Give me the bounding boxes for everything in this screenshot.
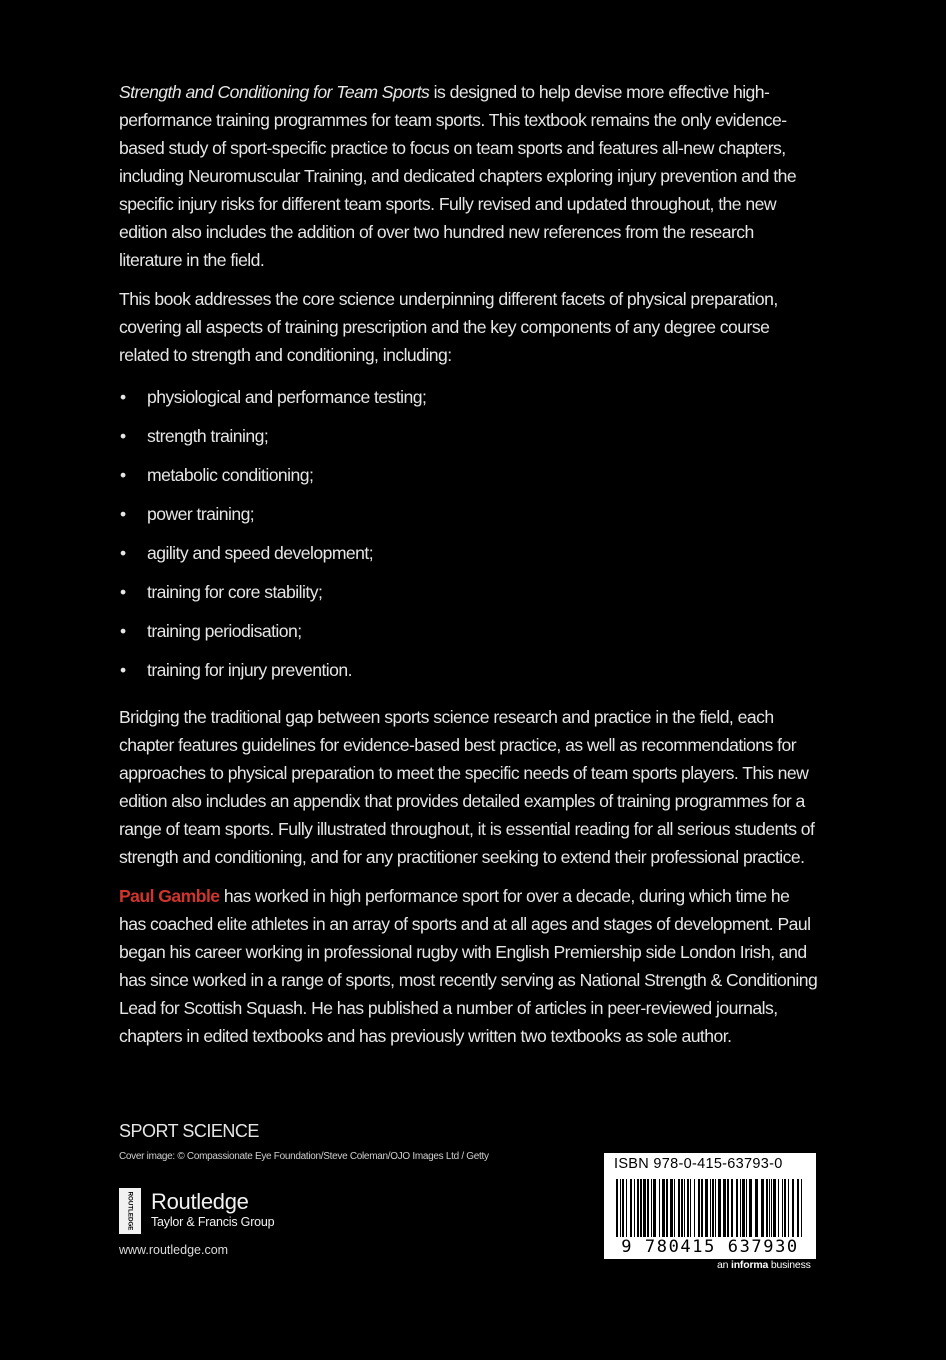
- barcode-bar: [797, 1179, 799, 1237]
- author-name: Paul Gamble: [119, 886, 220, 906]
- barcode-bar: [769, 1179, 770, 1237]
- barcode-bar: [740, 1179, 741, 1237]
- bullet-icon: •: [120, 621, 126, 641]
- barcode-bar: [746, 1179, 747, 1237]
- publisher-name: Routledge: [151, 1189, 249, 1214]
- barcode-bar: [662, 1179, 665, 1237]
- intro-paragraph: [119, 78, 819, 274]
- barcode-bar: [742, 1179, 745, 1237]
- list-item-text: training for injury prevention.: [147, 660, 352, 680]
- category-label: SPORT SCIENCE: [119, 1121, 259, 1141]
- barcode-bar: [659, 1179, 660, 1237]
- barcode-bar: [727, 1179, 729, 1237]
- informa-tagline: [717, 1259, 811, 1271]
- barcode-bar: [640, 1179, 642, 1237]
- barcode-bar: [788, 1179, 789, 1237]
- list-item-text: training for core stability;: [147, 582, 323, 602]
- publisher-wordmark: [151, 1190, 274, 1230]
- barcode-number: 9 780415 637930: [604, 1237, 816, 1257]
- barcode-bar: [634, 1179, 635, 1237]
- barcode-bar: [723, 1179, 726, 1237]
- cover-credit: Cover image: © Compassionate Eye Foundation/Steve Coleman/OJO Images Ltd / Getty: [119, 1151, 489, 1162]
- barcode-bar: [684, 1179, 685, 1237]
- barcode-bar: [766, 1179, 768, 1237]
- barcode-bar: [784, 1179, 786, 1237]
- bullet-icon: •: [120, 465, 126, 485]
- routledge-mark-icon: [119, 1188, 141, 1234]
- back-cover-text: [119, 78, 819, 1061]
- publisher-website: www.routledge.com: [119, 1243, 229, 1257]
- bullet-icon: •: [120, 387, 126, 407]
- publisher-group: Taylor & Francis Group: [151, 1215, 275, 1229]
- barcode-bar: [666, 1179, 668, 1237]
- barcode-bar: [731, 1179, 733, 1237]
- informa-suffix: business: [768, 1259, 811, 1271]
- list-item: [119, 653, 819, 692]
- barcode-bar: [698, 1179, 700, 1237]
- topic-list: [119, 380, 819, 692]
- list-item: [119, 458, 819, 497]
- barcode-bar: [651, 1179, 652, 1237]
- list-item: [119, 497, 819, 536]
- barcode-bar: [687, 1179, 689, 1237]
- list-item: [119, 614, 819, 653]
- barcode-bar: [626, 1179, 627, 1237]
- barcode-bar: [761, 1179, 764, 1237]
- barcode-bar: [690, 1179, 691, 1237]
- barcode-bar: [736, 1179, 738, 1237]
- barcode-bar: [755, 1179, 758, 1237]
- bullet-icon: •: [120, 543, 126, 563]
- list-item-text: power training;: [147, 504, 255, 524]
- practice-paragraph: Bridging the traditional gap between sports science research and practice in the field, each chapter features guidelines for evidence-based best practice, as well as recommendations for approaches to physical preparation to meet the specific needs of team sports players. This new edition also includes an appendix that provides detailed examples of training programmes for a range of team sports. Fully illustrated throughout, it is essential reading for all serious students of strength and conditioning, and for any practitioner seeking to extend their professional practice.: [119, 707, 815, 867]
- barcode-bar: [694, 1179, 695, 1237]
- list-item-text: agility and speed development;: [147, 543, 374, 563]
- barcode-bar: [647, 1179, 649, 1237]
- barcode-bar: [782, 1179, 783, 1237]
- list-item: [119, 536, 819, 575]
- intro-text: is designed to help devise more effective high-performance training programmes for team sports. This textbook remains the only evidence-based study of sport-specific practice to focus on team sports and features all-new chapters, including Neuromuscular Training, and dedicated chapters exploring injury prevention and the specific injury risks for different team sports. Fully revised and updated throughout, the new edition also includes the addition of over two hundred new references from the research literature in the field.: [119, 82, 797, 270]
- isbn-label: ISBN 978-0-415-63793-0: [614, 1156, 783, 1172]
- barcode-bar: [637, 1179, 639, 1237]
- bullet-icon: •: [120, 504, 126, 524]
- list-item: [119, 575, 819, 614]
- barcode-bar: [705, 1179, 708, 1237]
- list-item: [119, 419, 819, 458]
- bullet-icon: •: [120, 660, 126, 680]
- barcode-bar: [778, 1179, 779, 1237]
- barcode-bar: [792, 1179, 794, 1237]
- barcode-bar: [681, 1179, 683, 1237]
- list-item-text: training periodisation;: [147, 621, 302, 641]
- barcode-bar: [630, 1179, 632, 1237]
- barcode-bar: [773, 1179, 776, 1237]
- publisher-logo: [119, 1188, 274, 1236]
- author-paragraph: [119, 882, 819, 1050]
- barcode-bar: [670, 1179, 673, 1237]
- barcode-bar: [715, 1179, 716, 1237]
- barcode-bar: [718, 1179, 721, 1237]
- barcode-bar: [749, 1179, 752, 1237]
- barcode-bar: [678, 1179, 680, 1237]
- bullet-icon: •: [120, 426, 126, 446]
- book-title: Strength and Conditioning for Team Sports: [119, 82, 430, 102]
- list-item-text: strength training;: [147, 426, 269, 446]
- barcode-bar: [771, 1179, 772, 1237]
- scope-paragraph: This book addresses the core science underpinning different facets of physical preparation, covering all aspects of training prescription and the key components of any degree course related to strength and conditioning, including:: [119, 289, 778, 365]
- list-item-text: metabolic conditioning;: [147, 465, 314, 485]
- barcode-bar: [653, 1179, 656, 1237]
- barcode-bar: [674, 1179, 675, 1237]
- bullet-icon: •: [120, 582, 126, 602]
- list-item-text: physiological and performance testing;: [147, 387, 427, 407]
- logo-mark-text: ROUTLEDGE: [126, 1191, 134, 1231]
- barcode-bar: [701, 1179, 703, 1237]
- barcode-bar: [643, 1179, 646, 1237]
- informa-brand: informa: [731, 1259, 769, 1271]
- author-bio: has worked in high performance sport for over a decade, during which time he has coached elite athletes in an array of sports and at all ages and stages of development. Paul began his career working in professional rugby with English Premiership side London Irish, and has since worked in a range of sports, most recently serving as National Strength & Conditioning Lead for Scottish Squash. He has published a number of articles in peer-reviewed journals, chapters in edited textbooks and has previously written two textbooks as sole author.: [119, 886, 818, 1046]
- isbn-barcode: [604, 1153, 816, 1259]
- informa-prefix: an: [717, 1259, 731, 1271]
- list-item: [119, 380, 819, 419]
